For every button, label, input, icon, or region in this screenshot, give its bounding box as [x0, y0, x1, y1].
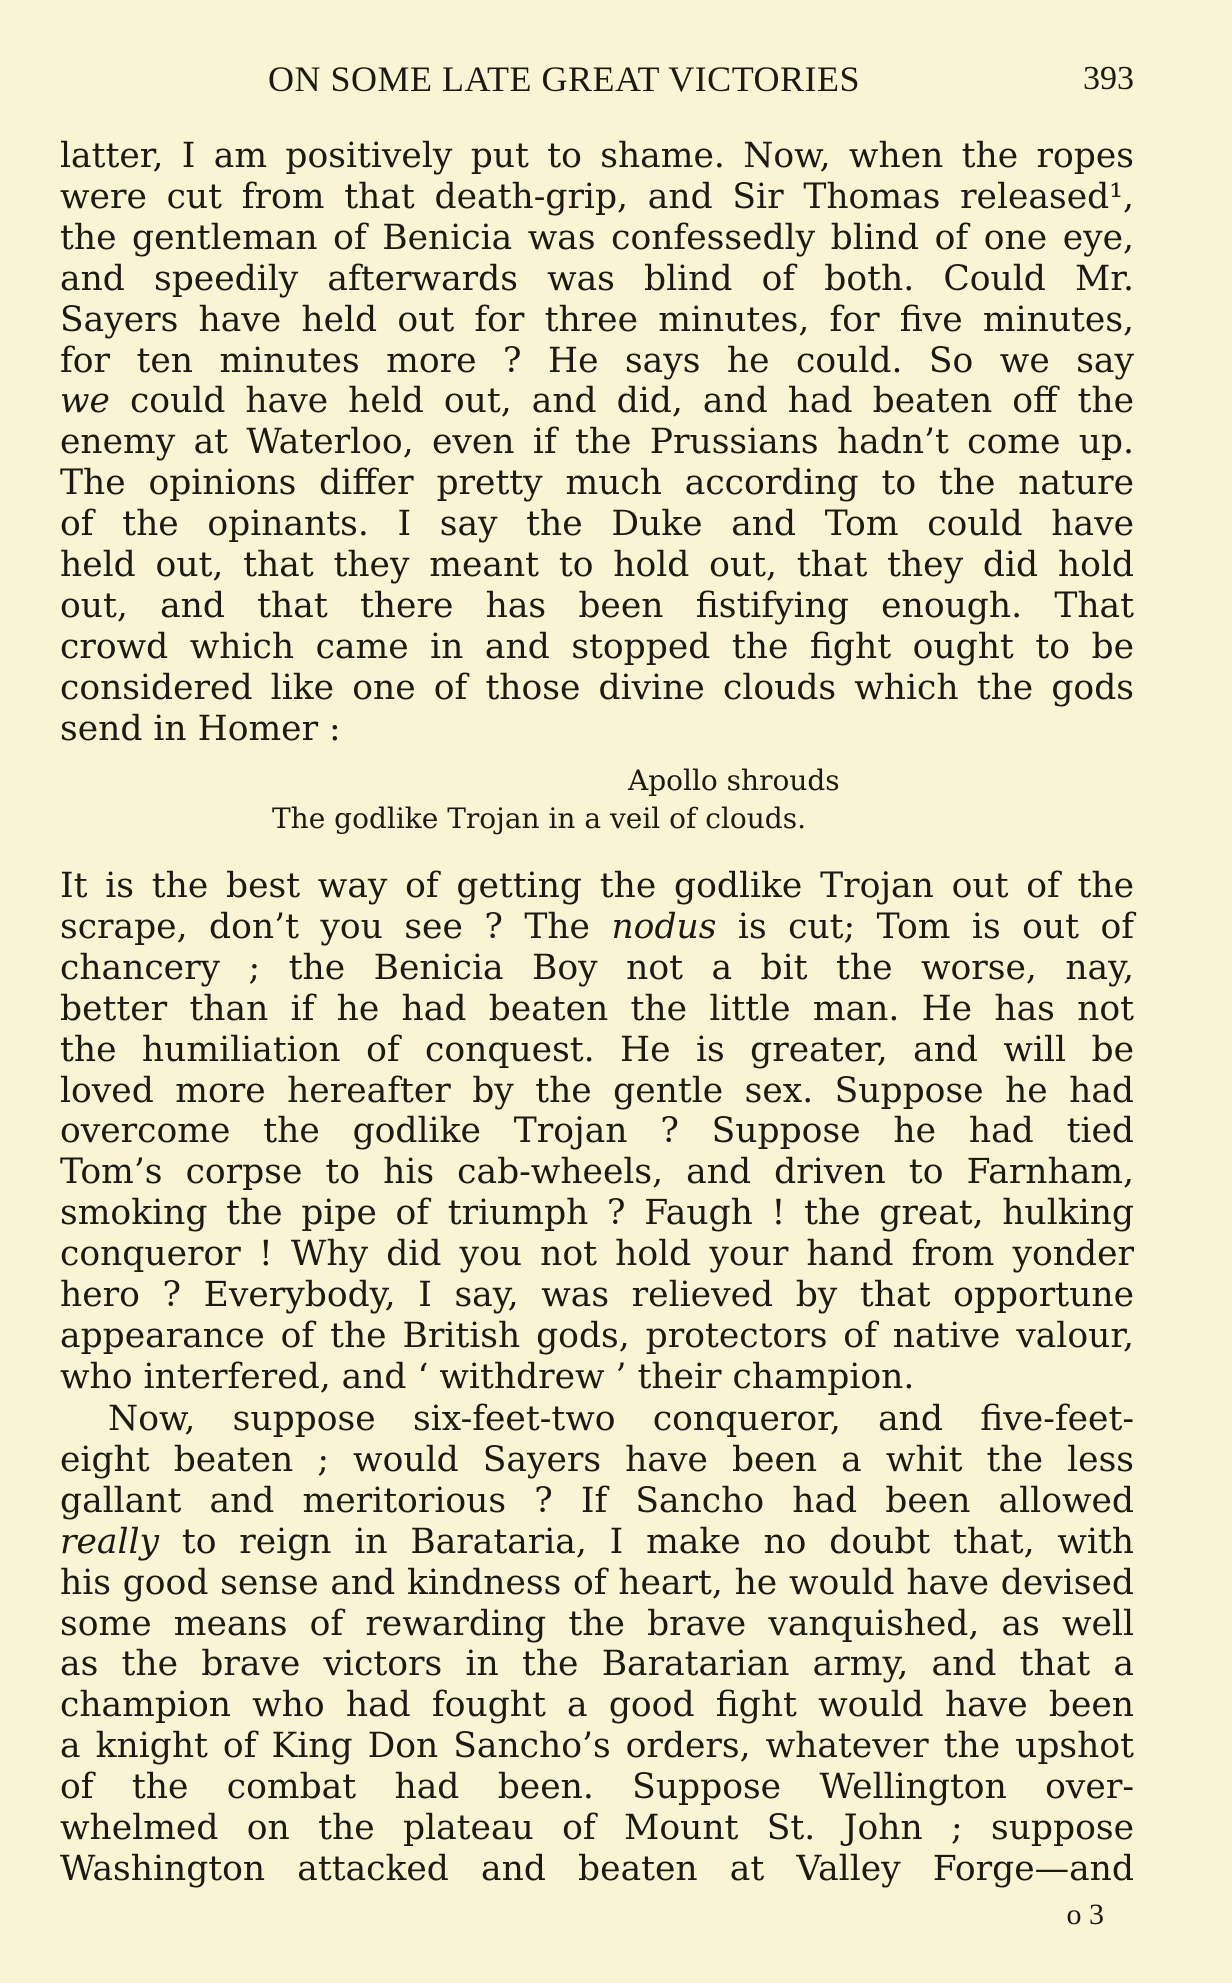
- text-line: [60, 381, 1134, 422]
- text-line: gallant and meritorious ? If Sancho had been allowed: [60, 1480, 1134, 1521]
- text-line: whelmed on the plateau of Mount St. John ; suppose: [60, 1808, 1134, 1849]
- text-segment: scrape, don’t you see ? The: [60, 906, 612, 947]
- verse-line: The godlike Trojan in a veil of clouds.: [272, 802, 806, 835]
- text-line: Sayers have held out for three minutes, for five minutes,: [60, 299, 1134, 340]
- text-line: out, and that there has been fistifying enough. That: [60, 585, 1134, 626]
- text-line: loved more hereafter by the gentle sex. Suppose he had: [60, 1070, 1134, 1111]
- text-line: the gentleman of Benicia was confessedly blind of one eye,: [60, 217, 1134, 258]
- text-line: considered like one of those divine clouds which the gods: [60, 667, 1134, 708]
- text-segment: to reign in Barataria, I make no doubt that, with: [159, 1521, 1134, 1562]
- text-line: of the opinants. I say the Duke and Tom could have: [60, 504, 1134, 545]
- text-line: and speedily afterwards was blind of both. Could Mr.: [60, 258, 1134, 299]
- running-title: ON SOME LATE GREAT VICTORIES: [268, 59, 861, 99]
- text-line: champion who had fought a good fight would have been: [60, 1685, 1134, 1726]
- text-line: enemy at Waterloo, even if the Prussians hadn’t come up.: [60, 422, 1134, 463]
- text-line: for ten minutes more ? He says he could. So we say: [60, 340, 1134, 381]
- text-line: a knight of King Don Sancho’s orders, whatever the upshot: [60, 1726, 1134, 1767]
- text-line: as the brave victors in the Baratarian army, and that a: [60, 1644, 1134, 1685]
- running-head: [60, 54, 1134, 104]
- text-line: of the combat had been. Suppose Wellington over-: [60, 1767, 1134, 1808]
- text-line: chancery ; the Benicia Boy not a bit the worse, nay,: [60, 947, 1134, 988]
- text-line: appearance of the British gods, protectors of native valour,: [60, 1315, 1134, 1356]
- text-line: [60, 907, 1134, 948]
- book-page: [60, 0, 1134, 1983]
- text-line: crowd which came in and stopped the fight ought to be: [60, 626, 1134, 667]
- paragraph-2: [60, 866, 1134, 1398]
- text-line: the humiliation of conquest. He is greater, and will be: [60, 1029, 1134, 1070]
- text-line: smoking the pipe of triumph ? Faugh ! the great, hulking: [60, 1193, 1134, 1234]
- italic-word: nodus: [611, 906, 717, 947]
- text-line: eight beaten ; would Sayers have been a whit the less: [60, 1439, 1134, 1480]
- text-line: It is the best way of getting the godlike Trojan out of the: [60, 866, 1134, 906]
- text-line: some means of rewarding the brave vanquished, as well: [60, 1603, 1134, 1644]
- signature-mark: o 3: [1066, 1898, 1104, 1931]
- text-line: hero ? Everybody, I say, was relieved by that opportune: [60, 1275, 1134, 1316]
- text-line: [60, 1522, 1134, 1563]
- text-line: overcome the godlike Trojan ? Suppose he had tied: [60, 1111, 1134, 1152]
- text-line: latter, I am positively put to shame. Now, when the ropes: [60, 136, 1134, 176]
- text-line: Tom’s corpse to his cab-wheels, and driven to Farnham,: [60, 1152, 1134, 1193]
- paragraph-3: [60, 1399, 1134, 1890]
- text-line: held out, that they meant to hold out, that they did hold: [60, 545, 1134, 586]
- text-line: Now, suppose six-feet-two conqueror, and five-feet-: [108, 1399, 1134, 1439]
- page-number: 393: [1083, 60, 1134, 97]
- text-segment: is cut; Tom is out of: [716, 906, 1134, 947]
- verse-line: Apollo shrouds: [628, 764, 840, 797]
- text-line: who interfered, and ‘ withdrew ’ their champion.: [60, 1356, 915, 1397]
- text-line: The opinions differ pretty much according to the nature: [60, 463, 1134, 504]
- text-line: conqueror ! Why did you not hold your hand from yonder: [60, 1234, 1134, 1275]
- italic-word: we: [60, 381, 110, 422]
- text-line: better than if he had beaten the little man. He has not: [60, 988, 1134, 1029]
- text-segment: could have held out, and did, and had beaten off the: [109, 381, 1134, 422]
- text-line: his good sense and kindness of heart, he would have devised: [60, 1562, 1134, 1603]
- text-line: Washington attacked and beaten at Valley Forge—and: [60, 1848, 1134, 1889]
- text-line: send in Homer :: [60, 708, 341, 749]
- italic-word: really: [60, 1521, 160, 1562]
- paragraph-1: [60, 136, 1134, 750]
- text-line: were cut from that death-grip, and Sir Thomas released¹,: [60, 176, 1134, 217]
